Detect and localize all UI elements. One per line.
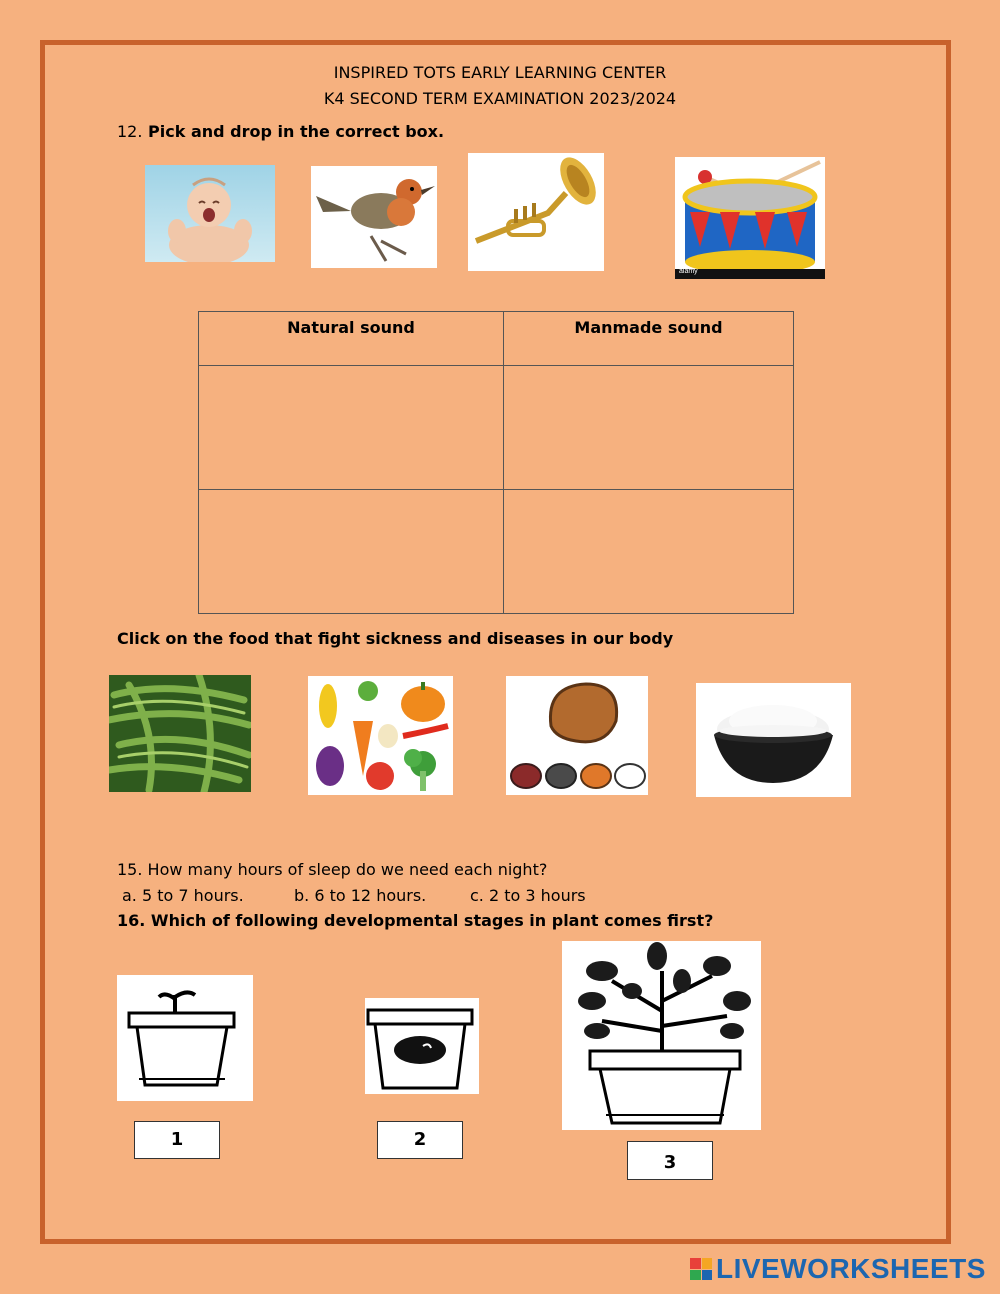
grown-plant-pot-image (562, 941, 761, 1130)
question-15-prompt: 15. How many hours of sleep do we need each night? (117, 860, 548, 879)
beans-illustration[interactable] (506, 676, 648, 795)
green-beans-photo[interactable] (109, 675, 251, 792)
manmade-sound-header: Manmade sound (504, 312, 794, 366)
liveworksheets-logo[interactable] (690, 1252, 986, 1286)
liveworksheets-mark-icon (690, 1258, 712, 1280)
stage-box-1[interactable]: 1 (134, 1121, 220, 1159)
food-question-prompt: Click on the food that fight sickness and diseases in our body (117, 629, 674, 648)
crying-baby-photo[interactable] (145, 165, 275, 262)
bird-photo[interactable] (311, 166, 437, 268)
natural-drop-box-2[interactable] (199, 490, 504, 614)
option-c[interactable]: c. 2 to 3 hours (470, 886, 586, 905)
question-12-prompt: Pick and drop in the correct box. (148, 122, 445, 141)
question-16-prompt: 16. Which of following developmental stages in plant comes first? (117, 911, 714, 930)
seed-pot-image (365, 998, 479, 1094)
stage-box-2[interactable]: 2 (377, 1121, 463, 1159)
question-12 (117, 122, 444, 141)
natural-sound-header: Natural sound (199, 312, 504, 366)
sound-sorting-table (198, 311, 794, 614)
natural-drop-box-1[interactable] (199, 366, 504, 490)
drum-photo[interactable] (675, 157, 825, 279)
seedling-pot-image (117, 975, 253, 1101)
exam-title: K4 SECOND TERM EXAMINATION 2023/2024 (323, 89, 677, 108)
trumpet-photo[interactable] (468, 153, 604, 271)
option-b[interactable]: b. 6 to 12 hours. (294, 886, 427, 905)
liveworksheets-wordmark: LIVEWORKSHEETS (716, 1253, 986, 1284)
school-title: INSPIRED TOTS EARLY LEARNING CENTER (333, 63, 667, 82)
drum-watermark: alamy (679, 268, 698, 275)
manmade-drop-box-2[interactable] (504, 490, 794, 614)
rice-bowl-photo[interactable] (696, 683, 851, 797)
option-a[interactable]: a. 5 to 7 hours. (122, 886, 244, 905)
question-12-number: 12. (117, 122, 143, 141)
stage-box-3[interactable]: 3 (627, 1141, 713, 1180)
manmade-drop-box-1[interactable] (504, 366, 794, 490)
vegetables-illustration[interactable] (308, 676, 453, 795)
